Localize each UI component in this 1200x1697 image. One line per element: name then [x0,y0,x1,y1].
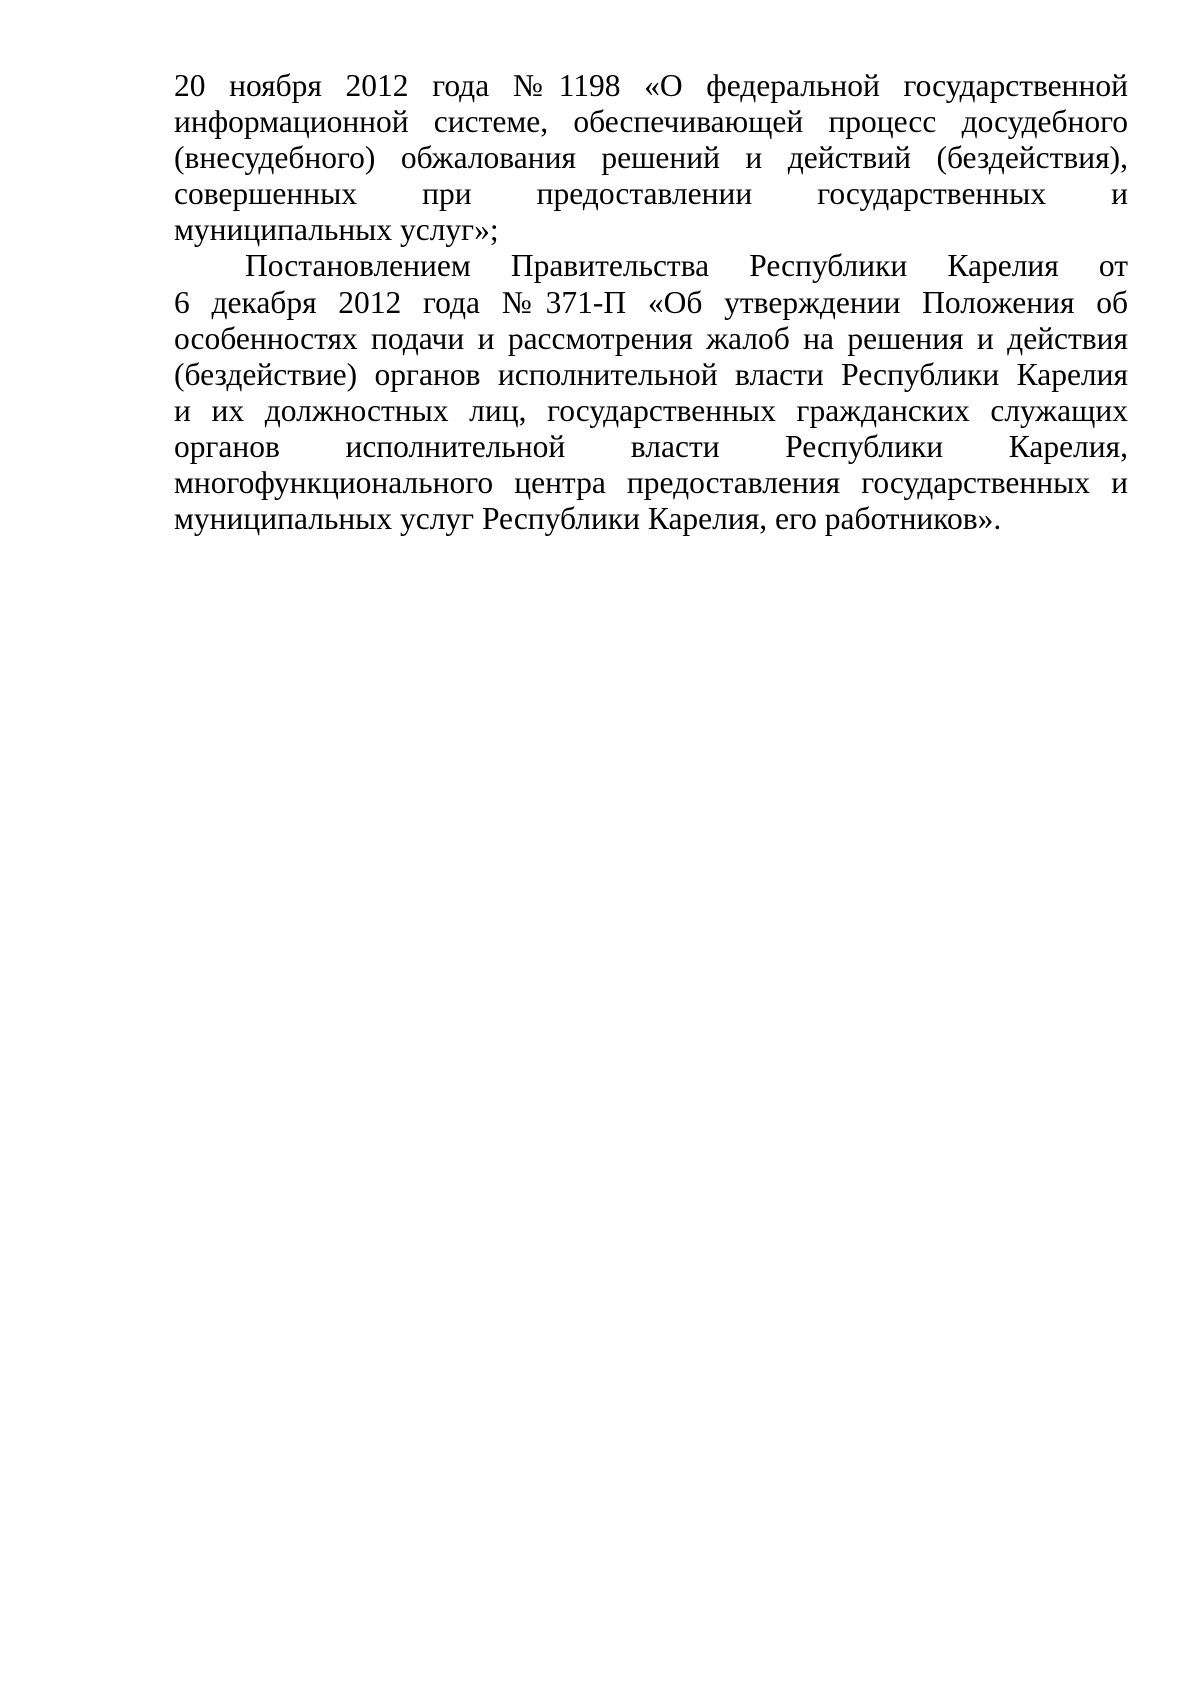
text-line: муниципальных услуг Республики Карелия, его работников». [174,501,1002,537]
text-line: информационной системе, обеспечивающей процесс досудебного [174,104,1128,140]
text-line: органов исполнительной власти Республики Карелия, [174,428,1128,464]
paragraph-1 [174,68,1128,248]
text-line: совершенных при предоставлении государственных и [174,176,1128,212]
text-line: 6 декабря 2012 года №371-П «Об утверждении Положения об [174,284,1128,320]
text-line: и их должностных лиц, государственных гражданских служащих [174,392,1128,428]
text-line: (внесудебного) обжалования решений и действий (бездействия), [174,140,1128,176]
text-line: Постановлением Правительства Республики Карелия от [245,248,1128,284]
paragraph-2 [174,248,1128,537]
text-line: особенностях подачи и рассмотрения жалоб на решения и действия [174,320,1128,356]
text-line: 20 ноября 2012 года №1198 «О федеральной государственной [174,68,1128,103]
document-body [174,68,1128,537]
text-line: (бездействие) органов исполнительной власти Республики Карелия [174,356,1128,392]
text-line: муниципальных услуг»; [174,212,499,248]
text-line: многофункционального центра предоставления государственных и [174,465,1128,501]
